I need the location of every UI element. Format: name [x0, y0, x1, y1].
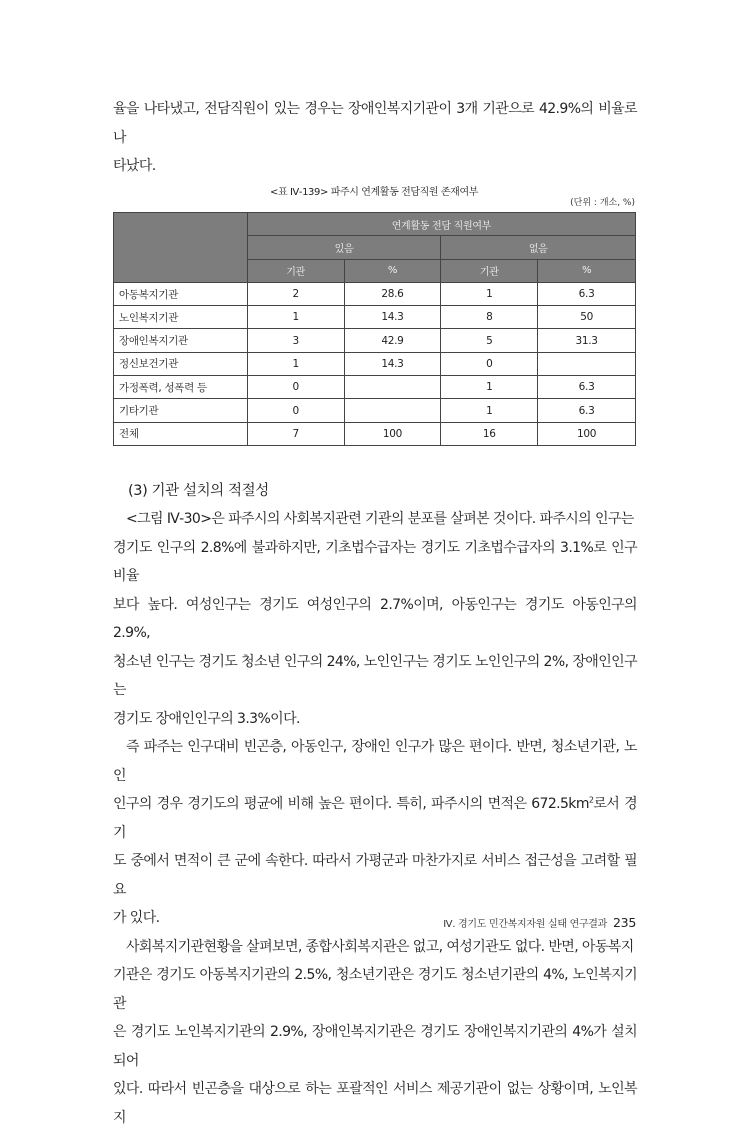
table-row [114, 422, 636, 445]
no-pct-cell: 6.3 [538, 282, 636, 305]
table-header-row [114, 213, 636, 236]
body-line: 도 중에서 면적이 큰 군에 속한다. 따라서 가평군과 마찬가지로 서비스 접근성을 고려할 필요 [113, 853, 637, 898]
yes-pct-cell: 14.3 [344, 306, 441, 329]
no-count-cell: 1 [441, 282, 538, 305]
row-label: 장애인복지기관 [114, 329, 248, 352]
table-row [114, 329, 636, 352]
yes-count-cell: 1 [247, 352, 344, 375]
row-label: 정신보건기관 [114, 352, 248, 375]
body-text [113, 505, 637, 1132]
no-pct-cell: 31.3 [538, 329, 636, 352]
body-line [113, 790, 637, 847]
yes-pct-cell [344, 376, 441, 399]
yes-count-cell: 2 [247, 282, 344, 305]
row-label: 기타기관 [114, 399, 248, 422]
table-row [114, 306, 636, 329]
table-unit: (단위 : 개소, %) [570, 198, 635, 208]
header-no-count: 기관 [441, 259, 538, 282]
body-line: 경기도 장애인인구의 3.3%이다. [113, 710, 300, 727]
row-label: 가정폭력, 성폭력 등 [114, 376, 248, 399]
no-pct-cell: 6.3 [538, 399, 636, 422]
body-line: 청소년 인구는 경기도 청소년 인구의 24%, 노인인구는 경기도 노인인구의 2%, 장애인인구는 [113, 653, 637, 698]
body-line: 은 경기도 노인복지기관의 2.9%, 장애인복지기관은 경기도 장애인복지기관의 4%가 설치되어 [113, 1024, 637, 1069]
no-count-cell: 1 [441, 376, 538, 399]
table-body [114, 282, 636, 445]
header-no-pct: % [538, 259, 636, 282]
table-caption: <표 Ⅳ-139> 파주시 연계활동 전담직원 존재여부 [270, 187, 478, 198]
yes-pct-cell: 28.6 [344, 282, 441, 305]
institution-staff-table [113, 212, 636, 446]
page-number: 235 [613, 915, 636, 930]
no-count-cell: 5 [441, 329, 538, 352]
intro-line: 타났다. [113, 158, 156, 174]
table-row [114, 376, 636, 399]
header-yes-count: 기관 [247, 259, 344, 282]
body-line: 보다 높다. 여성인구는 경기도 여성인구의 2.7%이며, 아동인구는 경기도 아동인구의 2.9%, [113, 596, 637, 641]
intro-paragraph [113, 95, 637, 181]
row-label: 노인복지기관 [114, 306, 248, 329]
body-line: 있다. 따라서 빈곤층을 대상으로 하는 포괄적인 서비스 제공기관이 없는 상황이며, 노인복지 [113, 1081, 637, 1126]
body-line: 기관은 경기도 아동복지기관의 2.5%, 청소년기관은 경기도 청소년기관의 4%, 노인복지기관 [113, 967, 637, 1012]
no-count-cell: 16 [441, 422, 538, 445]
superscript-two: 2 [588, 795, 594, 805]
body-line: 경기도 인구의 2.8%에 불과하지만, 기초법수급자는 경기도 기초법수급자의 3.1%로 인구비율 [113, 539, 637, 584]
no-pct-cell: 100 [538, 422, 636, 445]
no-pct-cell [538, 352, 636, 375]
row-label: 전체 [114, 422, 248, 445]
intro-line: 율을 나타냈고, 전담직원이 있는 경우는 장애인복지기관이 3개 기관으로 42.9%의 비율로 나 [113, 101, 637, 146]
yes-pct-cell: 14.3 [344, 352, 441, 375]
running-title: Ⅳ. 경기도 민간복지자원 실태 연구결과 [443, 919, 608, 930]
table-corner-cell [114, 213, 248, 283]
yes-count-cell: 7 [247, 422, 344, 445]
table-row [114, 399, 636, 422]
yes-pct-cell: 42.9 [344, 329, 441, 352]
table-row [114, 352, 636, 375]
no-count-cell: 0 [441, 352, 538, 375]
yes-count-cell: 1 [247, 306, 344, 329]
no-pct-cell: 6.3 [538, 376, 636, 399]
header-yes-pct: % [344, 259, 441, 282]
yes-pct-cell: 100 [344, 422, 441, 445]
yes-pct-cell [344, 399, 441, 422]
body-text-span: 로서 경기 [113, 796, 637, 841]
body-line: <그림 Ⅳ-30>은 파주시의 사회복지관련 기관의 분포를 살펴본 것이다. 파주시의 인구는 [126, 511, 634, 527]
yes-count-cell: 0 [247, 376, 344, 399]
no-count-cell: 1 [441, 399, 538, 422]
page-footer [400, 915, 636, 930]
yes-count-cell: 0 [247, 399, 344, 422]
table-row [114, 282, 636, 305]
section-heading: (3) 기관 설치의 적절성 [128, 483, 269, 499]
body-text-span: 인구의 경우 경기도의 평균에 비해 높은 편이다. 특히, 파주시의 면적은 672.5km [113, 796, 589, 812]
body-line: 즉 파주는 인구대비 빈곤층, 아동인구, 장애인 인구가 많은 편이다. 반면, 청소년기관, 노인 [113, 739, 637, 784]
header-staff-existence: 연계활동 전담 직원여부 [247, 213, 635, 236]
header-group-no: 없음 [441, 236, 636, 259]
body-line: 사회복지기관현황을 살펴보면, 종합사회복지관은 없고, 여성기관도 없다. 반면, 아동복지 [126, 938, 634, 955]
header-group-yes: 있음 [247, 236, 441, 259]
body-line: 가 있다. [113, 910, 160, 926]
row-label: 아동복지기관 [114, 282, 248, 305]
yes-count-cell: 3 [247, 329, 344, 352]
no-count-cell: 8 [441, 306, 538, 329]
no-pct-cell: 50 [538, 306, 636, 329]
